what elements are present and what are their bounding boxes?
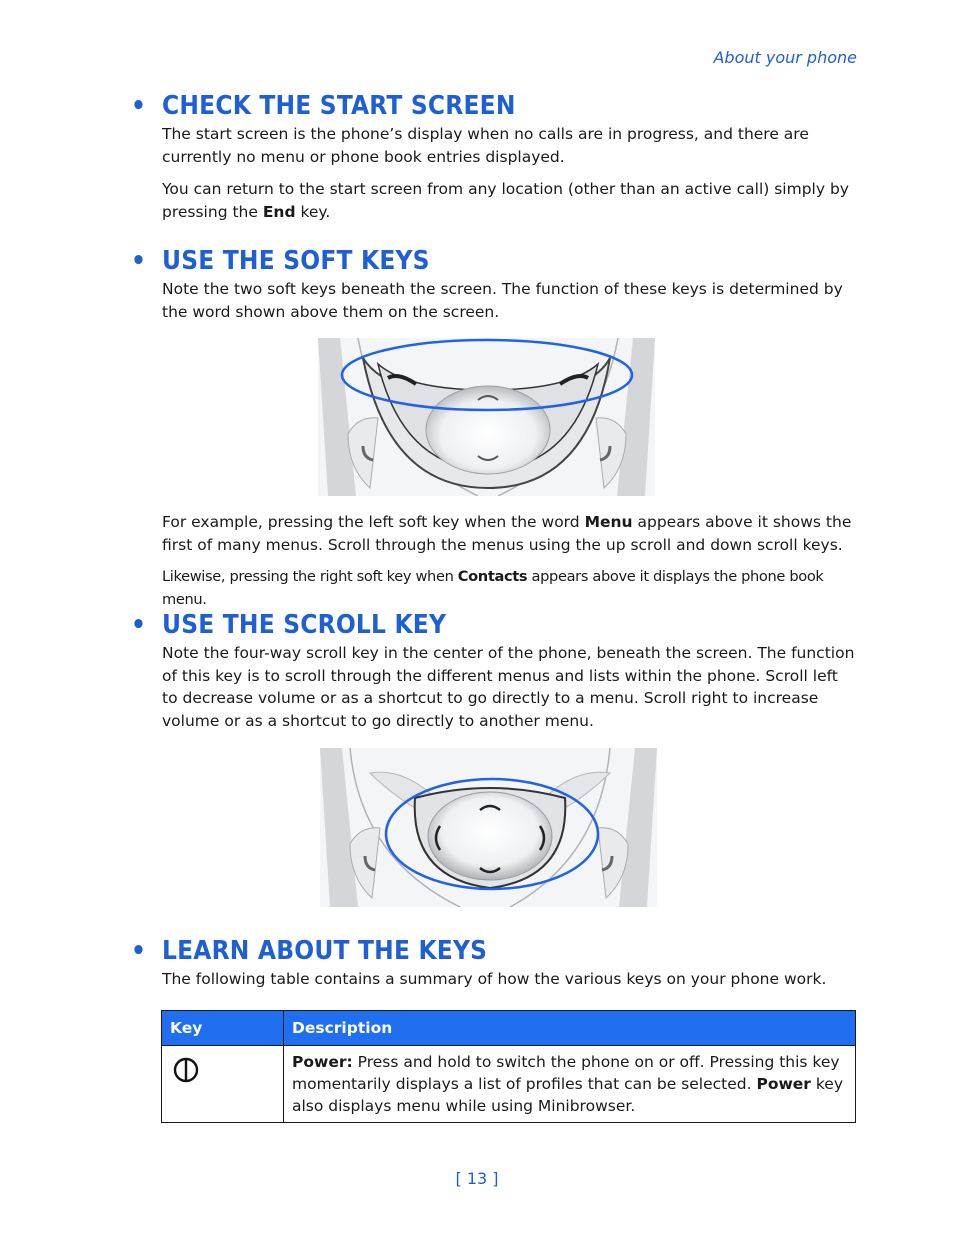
soft-keys-figure xyxy=(318,338,655,496)
paragraph: The following table contains a summary of how the various keys on your phone work. xyxy=(162,970,827,988)
bullet: • xyxy=(131,91,147,121)
paragraph: Note the two soft keys beneath the screen. The function of these keys is determined by the word shown above them on the screen. xyxy=(162,280,843,321)
page-number: [ 13 ] xyxy=(455,1169,499,1188)
running-head: About your phone xyxy=(713,48,857,67)
description-cell: Power: Press and hold to switch the phone on or off. Pressing this key momentarily displays a list of profiles that can be selected. Power key also displays menu while using Minibrowser. xyxy=(284,1046,856,1123)
key-cell xyxy=(162,1046,284,1123)
section-heading: • USE THE SCROLL KEY xyxy=(131,610,447,640)
column-header-key: Key xyxy=(162,1011,284,1046)
power-icon xyxy=(173,1057,199,1083)
paragraph: The start screen is the phone’s display when no calls are in progress, and there are currently no menu or phone book entries displayed. xyxy=(162,125,809,166)
keys-table xyxy=(161,1010,856,1123)
scroll-key-figure xyxy=(320,748,657,907)
bullet: • xyxy=(131,246,147,276)
bullet: • xyxy=(131,936,147,966)
section-use-soft-keys xyxy=(131,244,857,333)
paragraph: Note the four-way scroll key in the center of the phone, beneath the screen. The function of this key is to scroll through the different menus and lists within the phone. Scroll left to decrease volume or as a shortcut to go directly to a menu. Scroll right to increase volume or as a shortcut to go directly to another menu. xyxy=(162,644,855,730)
paragraph: For example, pressing the left soft key when the word Menu appears above it shows the first of many menus. Scroll through the menus using the up scroll and down scroll keys. xyxy=(162,513,852,554)
section-heading: • USE THE SOFT KEYS xyxy=(131,246,430,276)
section-check-start-screen xyxy=(131,89,857,233)
section-use-scroll-key xyxy=(131,608,857,742)
column-header-description: Description xyxy=(284,1011,856,1046)
section-heading: • LEARN ABOUT THE KEYS xyxy=(131,936,488,966)
phone-keypad-illustration xyxy=(318,338,655,496)
bullet: • xyxy=(131,610,147,640)
paragraph: You can return to the start screen from any location (other than an active call) simply by pressing the End key. xyxy=(162,180,849,221)
paragraph: Likewise, pressing the right soft key when Contacts appears above it displays the phone book menu. xyxy=(162,568,824,608)
phone-keypad-illustration xyxy=(320,748,657,907)
section-learn-about-keys xyxy=(131,934,857,1001)
table-row xyxy=(162,1046,856,1123)
section-soft-keys-continued xyxy=(131,511,857,621)
section-heading: • CHECK THE START SCREEN xyxy=(131,91,516,121)
table-header-row xyxy=(162,1011,856,1046)
